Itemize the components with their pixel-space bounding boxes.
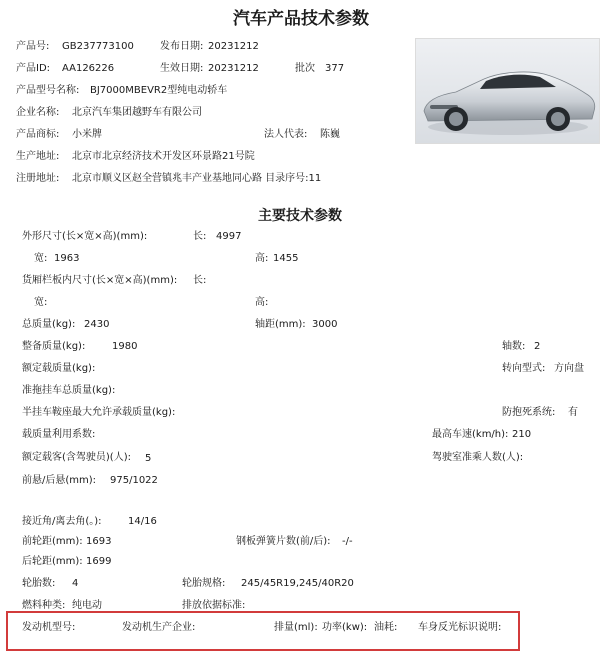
batch-label: 批次 [295, 63, 315, 74]
load-utilization-label: 载质量利用系数: [22, 429, 96, 440]
dimensions-label: 外形尺寸(长×宽×高)(mm): [22, 231, 148, 242]
trailer-mass-label: 准拖挂车总质量(kg): [22, 385, 116, 396]
legal-rep-label: 法人代表: [264, 129, 308, 140]
axles-value: 2 [534, 341, 541, 352]
total-mass-value: 2430 [84, 319, 110, 330]
page-title: 汽车产品技术参数 [233, 9, 369, 29]
registered-address-value: 北京市顺义区赵全营镇兆丰产业基地同心路 目录序号:11 [72, 173, 322, 184]
product-no-label: 产品号: [16, 41, 50, 52]
release-date-value: 20231212 [208, 41, 259, 52]
reflective-marking-label: 车身反光标识说明: [418, 622, 502, 633]
tire-count-value: 4 [72, 578, 79, 589]
height-value: 1455 [273, 253, 299, 264]
product-id-value: AA126226 [62, 63, 115, 74]
cargo-length-label: 长: [193, 275, 207, 286]
seats-value: 5 [145, 453, 152, 464]
total-mass-label: 总质量(kg): [22, 319, 76, 330]
tire-spec-value: 245/45R19,245/40R20 [241, 578, 354, 589]
cargo-dimensions-label: 货厢栏板内尺寸(长×宽×高)(mm): [22, 275, 178, 286]
emission-standard-label: 排放依据标准: [182, 600, 246, 611]
width-label: 宽: [34, 253, 48, 264]
cab-seats-label: 驾驶室准乘人数(人): [432, 452, 524, 463]
fuel-type-value: 纯电动 [72, 600, 102, 611]
overhang-label: 前悬/后悬(mm): [22, 475, 97, 486]
production-address-label: 生产地址: [16, 151, 60, 162]
effective-date-label: 生效日期: [160, 63, 204, 74]
leaf-spring-value: -/- [342, 536, 353, 547]
front-track-label: 前轮距(mm): [22, 536, 83, 547]
power-label: 功率(kw): [322, 622, 368, 633]
batch-value: 377 [325, 63, 345, 74]
saddle-load-label: 半挂车鞍座最大允许承载质量(kg): [22, 407, 176, 418]
fuel-consumption-label: 油耗: [374, 622, 398, 633]
effective-date-value: 20231212 [208, 63, 259, 74]
brand-value: 小米牌 [72, 129, 102, 140]
tire-count-label: 轮胎数: [22, 578, 56, 589]
brand-label: 产品商标: [16, 129, 60, 140]
overhang-value: 975/1022 [110, 475, 158, 486]
steering-value: 方向盘 [554, 363, 584, 374]
anti-lock-value: 有 [568, 407, 578, 418]
fuel-type-label: 燃料种类: [22, 600, 66, 611]
axles-label: 轴数: [502, 341, 526, 352]
width-value: 1963 [54, 253, 80, 264]
vehicle-photo [415, 38, 600, 144]
release-date-label: 发布日期: [160, 41, 204, 52]
seats-label: 额定载客(含驾驶员)(人): [22, 452, 131, 463]
wheelbase-value: 3000 [312, 319, 338, 330]
height-label: 高: [255, 253, 269, 264]
displacement-label: 排量(ml): [274, 622, 318, 633]
model-label: 产品型号名称: [16, 85, 80, 96]
engine-model-label: 发动机型号: [22, 622, 76, 633]
cargo-width-label: 宽: [34, 297, 48, 308]
model-value: BJ7000MBEVR2型纯电动轿车 [90, 85, 228, 96]
rear-track-label: 后轮距(mm): [22, 556, 83, 567]
leaf-spring-label: 钢板弹簧片数(前/后): [236, 536, 331, 547]
product-no-value: GB237773100 [62, 41, 134, 52]
company-value: 北京汽车集团越野车有限公司 [72, 107, 202, 118]
front-track-value: 1693 [86, 536, 112, 547]
legal-rep-value: 陈巍 [320, 129, 340, 140]
rear-track-value: 1699 [86, 556, 112, 567]
max-speed-value: 210 [512, 429, 532, 440]
car-illustration [416, 39, 599, 143]
anti-lock-label: 防抱死系统: [502, 407, 556, 418]
approach-angle-value: 14/16 [128, 516, 157, 527]
section-title: 主要技术参数 [258, 208, 342, 224]
production-address-value: 北京市北京经济技术开发区环景路21号院 [72, 151, 255, 162]
approach-angle-label: 接近角/离去角(。): [22, 516, 102, 527]
registered-address-label: 注册地址: [16, 173, 60, 184]
engine-maker-label: 发动机生产企业: [122, 622, 196, 633]
product-id-label: 产品ID: [16, 63, 51, 74]
company-label: 企业名称: [16, 107, 60, 118]
tire-spec-label: 轮胎规格: [182, 578, 226, 589]
cargo-height-label: 高: [255, 297, 269, 308]
rated-load-label: 额定载质量(kg): [22, 363, 96, 374]
max-speed-label: 最高车速(km/h): [432, 429, 509, 440]
steering-label: 转向型式: [502, 363, 546, 374]
length-label: 长: [193, 231, 207, 242]
curb-mass-value: 1980 [112, 341, 138, 352]
length-value: 4997 [216, 231, 242, 242]
wheelbase-label: 轴距(mm): [255, 319, 306, 330]
curb-mass-label: 整备质量(kg): [22, 341, 86, 352]
